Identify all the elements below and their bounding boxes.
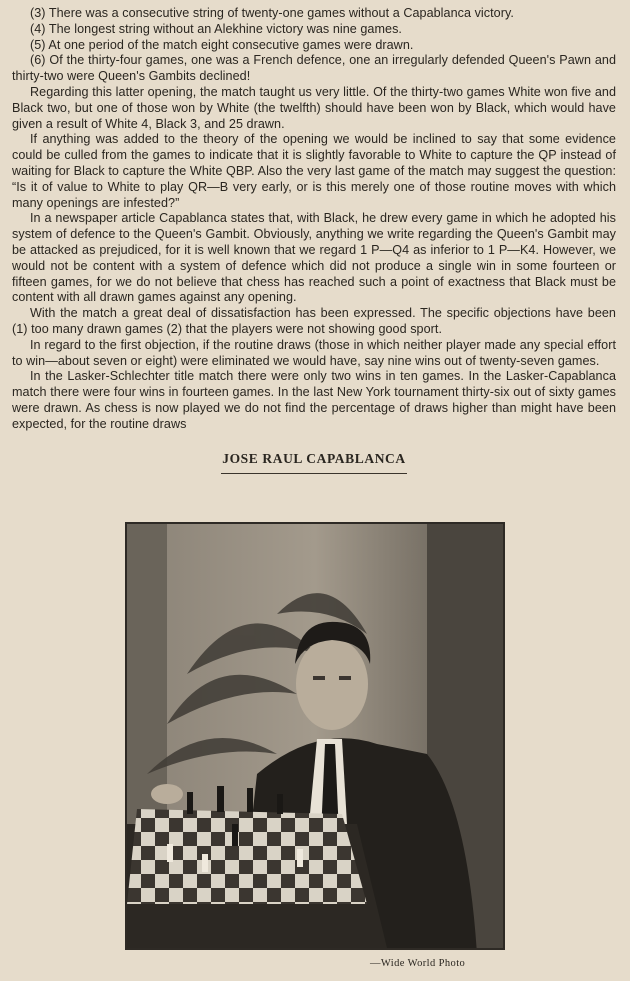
caption-underline	[221, 473, 407, 474]
photo-credit: —Wide World Photo	[370, 958, 466, 969]
paragraph: In a newspaper article Capablanca states that, with Black, he drew every game in which he adopted his system of defence to the Queen's Gambit. Obviously, anything we write regarding the Queen's Gambit may be attacked as prejudiced, for it is well known that we regard 1 P—Q4 as inferior to 1 P—K4. However, we would not be content with a system of defence which did not produce a single win in some fourteen or fifteen games, for we do not believe that chess has reached such a point of exactness that Black must be content with all drawn games against any opening.	[12, 211, 616, 305]
paragraph: In the Lasker-Schlechter title match there were only two wins in ten games. In the Lasker-Capablanca match there were four wins in fourteen games. In the last New York tournament thirty-six out of sixty games were drawn. As chess is now played we do not find the percentage of draws higher than might have been expected, for the routine draws	[12, 369, 616, 431]
paragraph: Regarding this latter opening, the match taught us very little. Of the thirty-two games White won five and Black two, but one of those won by White (the twelfth) should have been won by Black, which would have given a result of White 4, Black 3, and 25 drawn.	[12, 84, 616, 131]
portrait-illustration	[127, 524, 503, 948]
paragraph: With the match a great deal of dissatisfaction has been expressed. The specific objections have been (1) too many drawn games (2) that the players were not showing good sport.	[12, 306, 616, 336]
list-item: (3) There was a consecutive string of twenty-one games without a Capablanca victory.	[30, 6, 514, 20]
list-item: (6) Of the thirty-four games, one was a French defence, one an irregularly defended Queen's Pawn and thirty-two were Queen's Gambits declined!	[12, 53, 616, 84]
paragraph: If anything was added to the theory of the opening we would be inclined to say that some evidence could be culled from the games to indicate that it is slightly favorable to White to capture the QP instead of waiting for Black to capture the White QBP. Also the very last game of the match may suggest the question: “Is it of value to White to play QR—B very early, or is this merely one of those routine moves with which many openings are infested?”	[12, 132, 616, 210]
list-item: (5) At one period of the match eight consecutive games were drawn.	[30, 37, 414, 52]
photo-caption: JOSE RAUL CAPABLANCA	[222, 450, 406, 466]
article-body	[12, 6, 616, 433]
paragraph: In regard to the first objection, if the routine draws (those in which neither player made any special effort to win—about seven or eight) were eliminated we would have, say nine wins out of twenty-seven games.	[12, 337, 616, 368]
portrait-photo	[125, 522, 505, 950]
list-item: (4) The longest string without an Alekhine victory was nine games.	[30, 21, 402, 36]
